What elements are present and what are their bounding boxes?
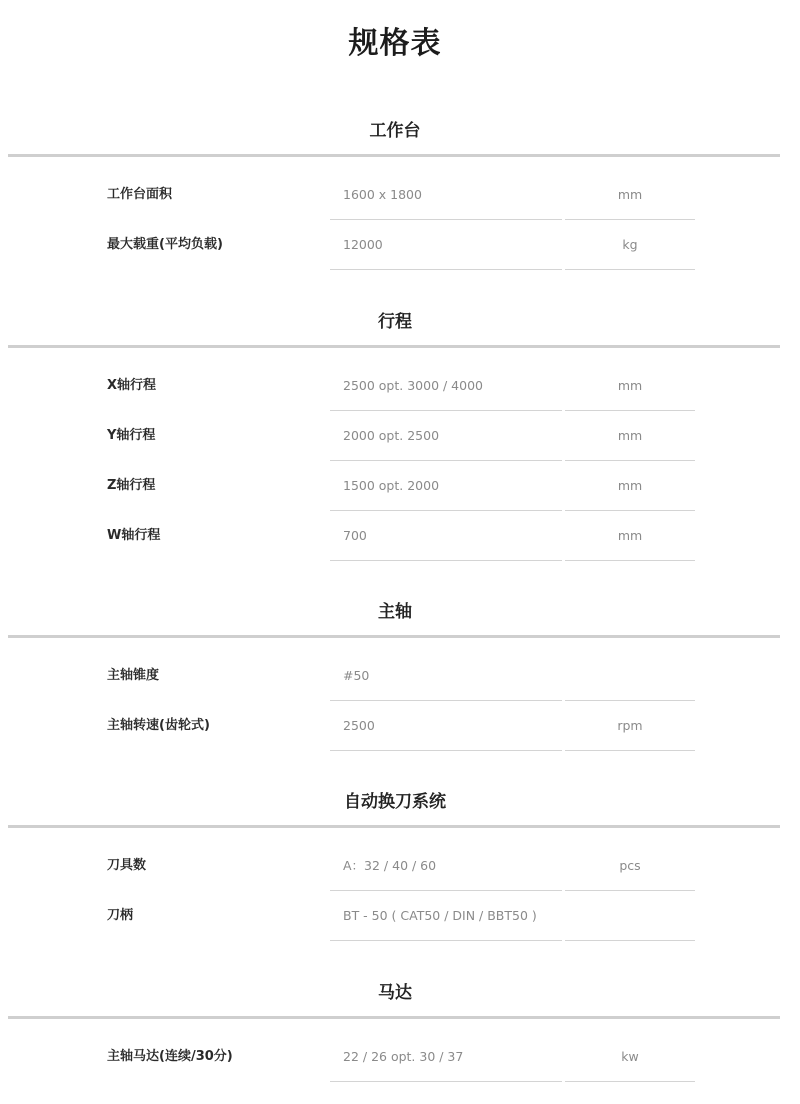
spec-unit: mm: [565, 511, 695, 561]
spec-unit: mm: [565, 461, 695, 511]
spec-value: 1600 x 1800: [330, 170, 562, 220]
spec-row: [0, 891, 800, 941]
spec-unit: kw: [565, 1032, 695, 1082]
spec-value: 22 / 26 opt. 30 / 37: [330, 1032, 562, 1082]
spec-label: 刀柄: [107, 908, 134, 923]
spec-label: Z轴行程: [107, 478, 156, 493]
spec-label: W轴行程: [107, 528, 161, 543]
section-divider: [8, 635, 780, 638]
spec-label: X轴行程: [107, 378, 157, 393]
spec-unit: pcs: [565, 841, 695, 891]
section-atc: [0, 790, 800, 923]
spec-value: A：32 / 40 / 60: [330, 841, 562, 891]
spec-row: [0, 701, 800, 751]
spec-unit: mm: [565, 411, 695, 461]
spec-label: 主轴锥度: [107, 668, 160, 683]
spec-label: Y轴行程: [107, 428, 156, 443]
spec-unit: [565, 891, 695, 941]
section-motor: [0, 981, 800, 1064]
section-title: 自动换刀系统: [344, 792, 446, 812]
spec-unit: kg: [565, 220, 695, 270]
spec-row: [0, 220, 800, 270]
spec-row: [0, 361, 800, 411]
spec-row: [0, 411, 800, 461]
spec-value: 2500 opt. 3000 / 4000: [330, 361, 562, 411]
spec-value: BT - 50 ( CAT50 / DIN / BBT50 ): [330, 891, 562, 941]
spec-row: [0, 511, 800, 561]
section-travel: [0, 310, 800, 543]
spec-value: #50: [330, 651, 562, 701]
section-title: 马达: [378, 983, 412, 1003]
section-spindle: [0, 600, 800, 733]
section-divider: [8, 1016, 780, 1019]
spec-unit: mm: [565, 170, 695, 220]
spec-value: 2000 opt. 2500: [330, 411, 562, 461]
spec-label: 主轴转速(齿轮式): [107, 718, 210, 733]
section-title: 工作台: [369, 121, 421, 141]
spec-unit: mm: [565, 361, 695, 411]
section-title: 行程: [378, 312, 412, 332]
spec-label: 工作台面积: [107, 187, 173, 202]
section-title: 主轴: [378, 602, 412, 622]
spec-row: [0, 651, 800, 701]
spec-row: [0, 170, 800, 220]
spec-row: [0, 461, 800, 511]
spec-unit: [565, 651, 695, 701]
spec-unit: rpm: [565, 701, 695, 751]
spec-value: 12000: [330, 220, 562, 270]
spec-row: [0, 841, 800, 891]
spec-label: 最大载重(平均负载): [107, 237, 223, 252]
section-worktable: [0, 119, 800, 252]
spec-value: 700: [330, 511, 562, 561]
spec-label: 刀具数: [107, 858, 147, 873]
page-title: 规格表: [348, 26, 442, 61]
section-divider: [8, 345, 780, 348]
spec-row: [0, 1032, 800, 1082]
section-divider: [8, 825, 780, 828]
section-divider: [8, 154, 780, 157]
spec-label: 主轴马达(连续/30分): [107, 1049, 233, 1064]
spec-value: 2500: [330, 701, 562, 751]
spec-value: 1500 opt. 2000: [330, 461, 562, 511]
